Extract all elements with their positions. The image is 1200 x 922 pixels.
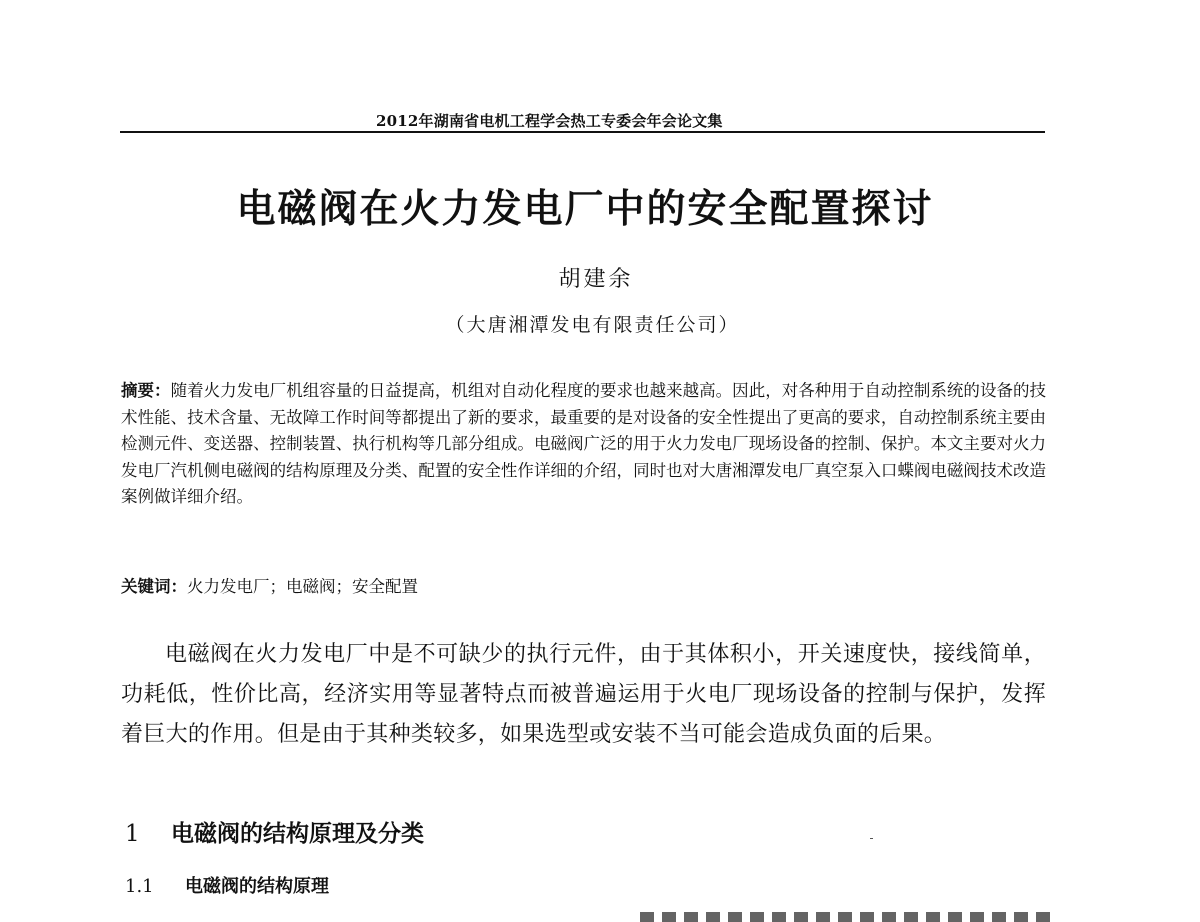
- truncated-text-fragment: [640, 912, 1050, 922]
- running-header: 2012年湖南省电机工程学会热工专委会年会论文集: [376, 112, 723, 130]
- scan-speck: [870, 838, 873, 839]
- paper-title: 电磁阀在火力发电厂中的安全配置探讨: [236, 187, 934, 232]
- section-heading: [125, 815, 424, 848]
- truncated-next-line: [640, 912, 1050, 922]
- body-paragraph: 电磁阀在火力发电厂中是不可缺少的执行元件，由于其体积小，开关速度快，接线简单，功耗低，性价比高，经济实用等显著特点而被普遍运用于火电厂现场设备的控制与保护，发挥着巨大的作用。但是由于其种类较多，如果选型或安装不当可能会造成负面的后果。: [121, 642, 1046, 747]
- keywords-label: 关键词：: [121, 577, 187, 596]
- author-affiliation: （大唐湘潭发电有限责任公司）: [445, 314, 740, 336]
- section-number: 1: [125, 821, 140, 847]
- subsection-heading: [125, 872, 329, 898]
- author-name: 胡建余: [558, 267, 634, 292]
- keywords: [121, 575, 418, 599]
- section-title: 电磁阀的结构原理及分类: [171, 821, 424, 847]
- abstract-text: 随着火力发电厂机组容量的日益提高，机组对自动化程度的要求也越来越高。因此，对各种用于自动控制系统的设备的技术性能、技术含量、无故障工作时间等都提出了新的要求，最重要的是对设备的安全性提出了更高的要求，自动控制系统主要由检测元件、变送器、控制装置、执行机构等几部分组成。电磁阀广泛的用于火力发电厂现场设备的控制、保护。本文主要对火力发电厂汽机侧电磁阀的结构原理及分类、配置的安全性作详细的介绍，同时也对大唐湘潭发电厂真空泵入口蝶阀电磁阀技术改造案例做详细介绍。: [121, 381, 1047, 506]
- subsection-number: 1.1: [125, 876, 154, 897]
- subsection-title: 电磁阀的结构原理: [185, 876, 329, 897]
- keywords-text: 火力发电厂；电磁阀；安全配置: [187, 577, 418, 596]
- abstract-label: 摘要：: [121, 381, 171, 400]
- abstract: [121, 378, 1046, 511]
- header-rule: [120, 131, 1045, 133]
